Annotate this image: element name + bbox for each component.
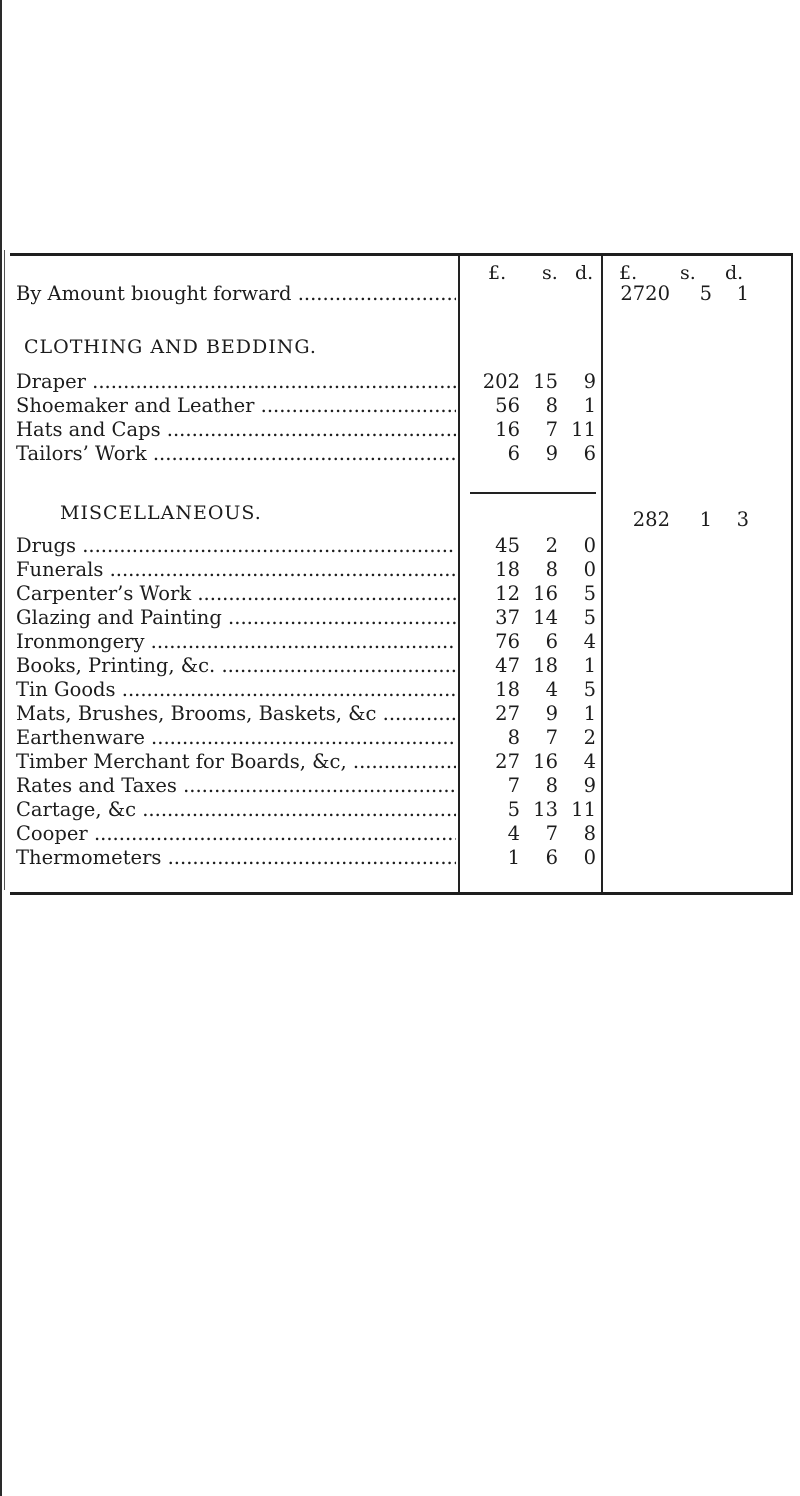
- col2-shillings-header: s.: [680, 262, 696, 284]
- item-pounds: 1: [507, 846, 520, 869]
- item-label: Rates and Taxes .....: [16, 774, 456, 798]
- item-pounds: 56: [495, 394, 520, 417]
- item-pounds: 4: [507, 822, 520, 845]
- item-label: Mats, Brushes, Brooms, Baskets, &c .....: [16, 702, 456, 726]
- page-left-rule: [0, 0, 2, 1496]
- brought-forward-pounds: 2720: [620, 282, 670, 305]
- col1-pounds-header: £.: [488, 262, 507, 284]
- item-pounds: 47: [495, 654, 520, 677]
- clothing-total-pence: 3: [736, 508, 749, 531]
- item-shillings: 9: [545, 442, 558, 465]
- item-pence: 9: [583, 370, 596, 393]
- item-pounds: 7: [507, 774, 520, 797]
- item-pence: 1: [583, 702, 596, 725]
- item-pence: 0: [583, 534, 596, 557]
- item-shillings: 18: [533, 654, 558, 677]
- col1-pence-header: d.: [575, 262, 594, 284]
- item-shillings: 16: [533, 750, 558, 773]
- item-shillings: 2: [545, 534, 558, 557]
- item-label: Drugs .....: [16, 534, 456, 558]
- item-label: Cartage, &c .....: [16, 798, 456, 822]
- item-shillings: 8: [545, 394, 558, 417]
- item-pounds: 37: [495, 606, 520, 629]
- item-pounds: 18: [495, 558, 520, 581]
- col2-pounds-header: £.: [619, 262, 638, 284]
- item-shillings: 8: [545, 774, 558, 797]
- item-pounds: 202: [482, 370, 520, 393]
- item-label: Tailors’ Work .....: [16, 442, 456, 466]
- col2-pence-header: d.: [725, 262, 744, 284]
- miscellaneous-heading: MISCELLANEOUS.: [60, 502, 262, 524]
- brought-forward-shillings: 5: [699, 282, 712, 305]
- clothing-total-pounds: 282: [632, 508, 670, 531]
- item-shillings: 13: [533, 798, 558, 821]
- item-pence: 2: [583, 726, 596, 749]
- item-label: Glazing and Painting .....: [16, 606, 456, 630]
- item-label: Thermometers .....: [16, 846, 456, 870]
- item-pence: 8: [583, 822, 596, 845]
- item-pence: 11: [571, 798, 596, 821]
- item-pence: 1: [583, 654, 596, 677]
- item-pence: 9: [583, 774, 596, 797]
- brought-forward-label: By Amount bıought forward .....: [16, 282, 456, 306]
- item-shillings: 15: [533, 370, 558, 393]
- item-pence: 1: [583, 394, 596, 417]
- clothing-total-shillings: 1: [699, 508, 712, 531]
- item-label: Timber Merchant for Boards, &c, .....: [16, 750, 456, 774]
- item-shillings: 4: [545, 678, 558, 701]
- item-label: Draper .....: [16, 370, 456, 394]
- item-pounds: 18: [495, 678, 520, 701]
- item-pounds: 76: [495, 630, 520, 653]
- item-pounds: 27: [495, 702, 520, 725]
- item-pounds: 6: [507, 442, 520, 465]
- item-label: Tin Goods .....: [16, 678, 456, 702]
- item-label: Cooper .....: [16, 822, 456, 846]
- item-pounds: 27: [495, 750, 520, 773]
- item-shillings: 7: [545, 726, 558, 749]
- item-pence: 5: [583, 678, 596, 701]
- column-divider-1: [458, 256, 460, 892]
- item-shillings: 6: [545, 630, 558, 653]
- column-divider-2: [601, 256, 603, 892]
- item-pence: 4: [583, 750, 596, 773]
- item-pence: 5: [583, 582, 596, 605]
- item-label: Carpenter’s Work .....: [16, 582, 456, 606]
- item-pence: 5: [583, 606, 596, 629]
- item-shillings: 16: [533, 582, 558, 605]
- item-pounds: 5: [507, 798, 520, 821]
- item-pounds: 16: [495, 418, 520, 441]
- item-label: Funerals .....: [16, 558, 456, 582]
- item-label: Earthenware .....: [16, 726, 456, 750]
- item-shillings: 6: [545, 846, 558, 869]
- brought-forward-pence: 1: [736, 282, 749, 305]
- item-label: Books, Printing, &c. .....: [16, 654, 456, 678]
- item-shillings: 8: [545, 558, 558, 581]
- ledger-table: [10, 253, 793, 895]
- item-label: Hats and Caps .....: [16, 418, 456, 442]
- item-pence: 6: [583, 442, 596, 465]
- clothing-sum-rule: [470, 492, 596, 494]
- item-pounds: 12: [495, 582, 520, 605]
- item-pounds: 8: [507, 726, 520, 749]
- clothing-heading: CLOTHING AND BEDDING.: [24, 336, 317, 358]
- item-pounds: 45: [495, 534, 520, 557]
- item-pence: 11: [571, 418, 596, 441]
- item-pence: 4: [583, 630, 596, 653]
- col1-shillings-header: s.: [542, 262, 558, 284]
- item-pence: 0: [583, 846, 596, 869]
- item-label: Shoemaker and Leather .....: [16, 394, 456, 418]
- page-left-rule-inner: [4, 250, 5, 890]
- item-label: Ironmongery .....: [16, 630, 456, 654]
- item-shillings: 9: [545, 702, 558, 725]
- item-pence: 0: [583, 558, 596, 581]
- item-shillings: 7: [545, 418, 558, 441]
- item-shillings: 7: [545, 822, 558, 845]
- item-shillings: 14: [533, 606, 558, 629]
